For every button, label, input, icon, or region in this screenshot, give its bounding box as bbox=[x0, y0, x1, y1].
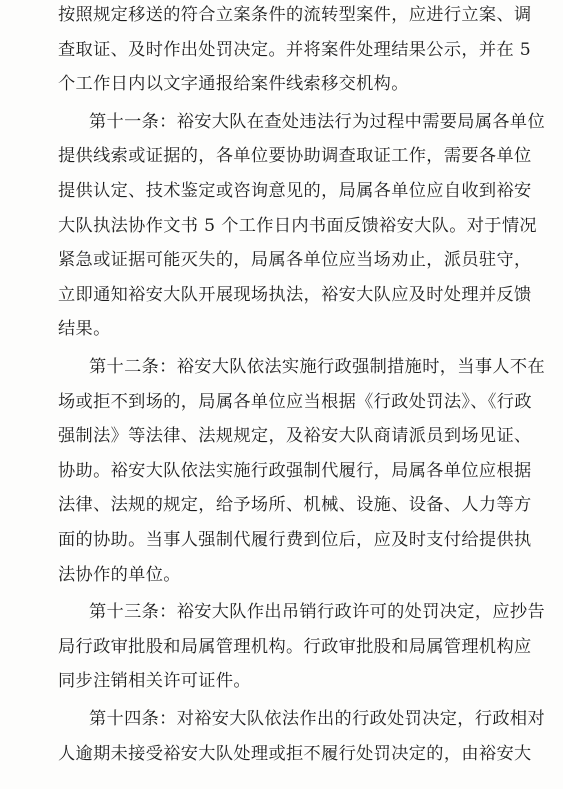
text-line: 人逾期未接受裕安大队处理或拒不履行处罚决定的，由裕安大 bbox=[58, 743, 532, 764]
text-line: 法协作的单位。 bbox=[58, 564, 181, 585]
article-first-line: 第十四条：对裕安大队依法作出的行政处罚决定，行政相对 bbox=[89, 709, 545, 729]
text-line: 按照规定移送的符合立案条件的流转型案件，应进行立案、调 bbox=[58, 5, 532, 25]
text-line: 协助。裕安大队依法实施行政强制代履行，局属各单位应根据 bbox=[58, 460, 532, 481]
text-line: 大队执法协作文书 5 个工作日内书面反馈裕安大队。对于情况 bbox=[58, 215, 537, 236]
text-line: 立即通知裕安大队开展现场执法，裕安大队应及时处理并反馈 bbox=[58, 284, 532, 305]
text-line: 法律、法规的规定，给予场所、机械、设施、设备、人力等方 bbox=[58, 495, 532, 516]
text-line: 面的协助。当事人强制代履行费到位后，应及时支付给提供执 bbox=[58, 530, 532, 550]
article-first-line: 第十二条：裕安大队依法实施行政强制措施时，当事人不在 bbox=[89, 357, 545, 377]
text-line: 同步注销相关许可证件。 bbox=[58, 671, 251, 692]
text-line: 提供线索或证据的，各单位要协助调查取证工作，需要各单位 bbox=[58, 146, 532, 167]
text-line: 查取证、及时作出处罚决定。并将案件处理结果公示，并在 5 bbox=[58, 39, 532, 60]
text-line: 结果。 bbox=[58, 319, 111, 340]
text-line: 紧急或证据可能灭失的，局属各单位应当场劝止，派员驻守， bbox=[58, 250, 532, 271]
article-first-line: 第十一条：裕安大队在查处违法行为过程中需要局属各单位 bbox=[89, 111, 545, 132]
text-line: 强制法》等法律、法规规定，及裕安大队商请派员到场见证、 bbox=[58, 426, 532, 447]
text-line: 场或拒不到场的，局属各单位应当根据《行政处罚法》、《行政 bbox=[58, 391, 532, 412]
text-line: 个工作日内以文字通报给案件线索移交机构。 bbox=[58, 74, 409, 95]
text-line: 提供认定、技术鉴定或咨询意见的，局属各单位应自收到裕安 bbox=[58, 181, 532, 201]
article-first-line: 第十三条：裕安大队作出吊销行政许可的处罚决定，应抄告 bbox=[89, 602, 545, 623]
text-line: 局行政审批股和局属管理机构。行政审批股和局属管理机构应 bbox=[58, 636, 532, 657]
